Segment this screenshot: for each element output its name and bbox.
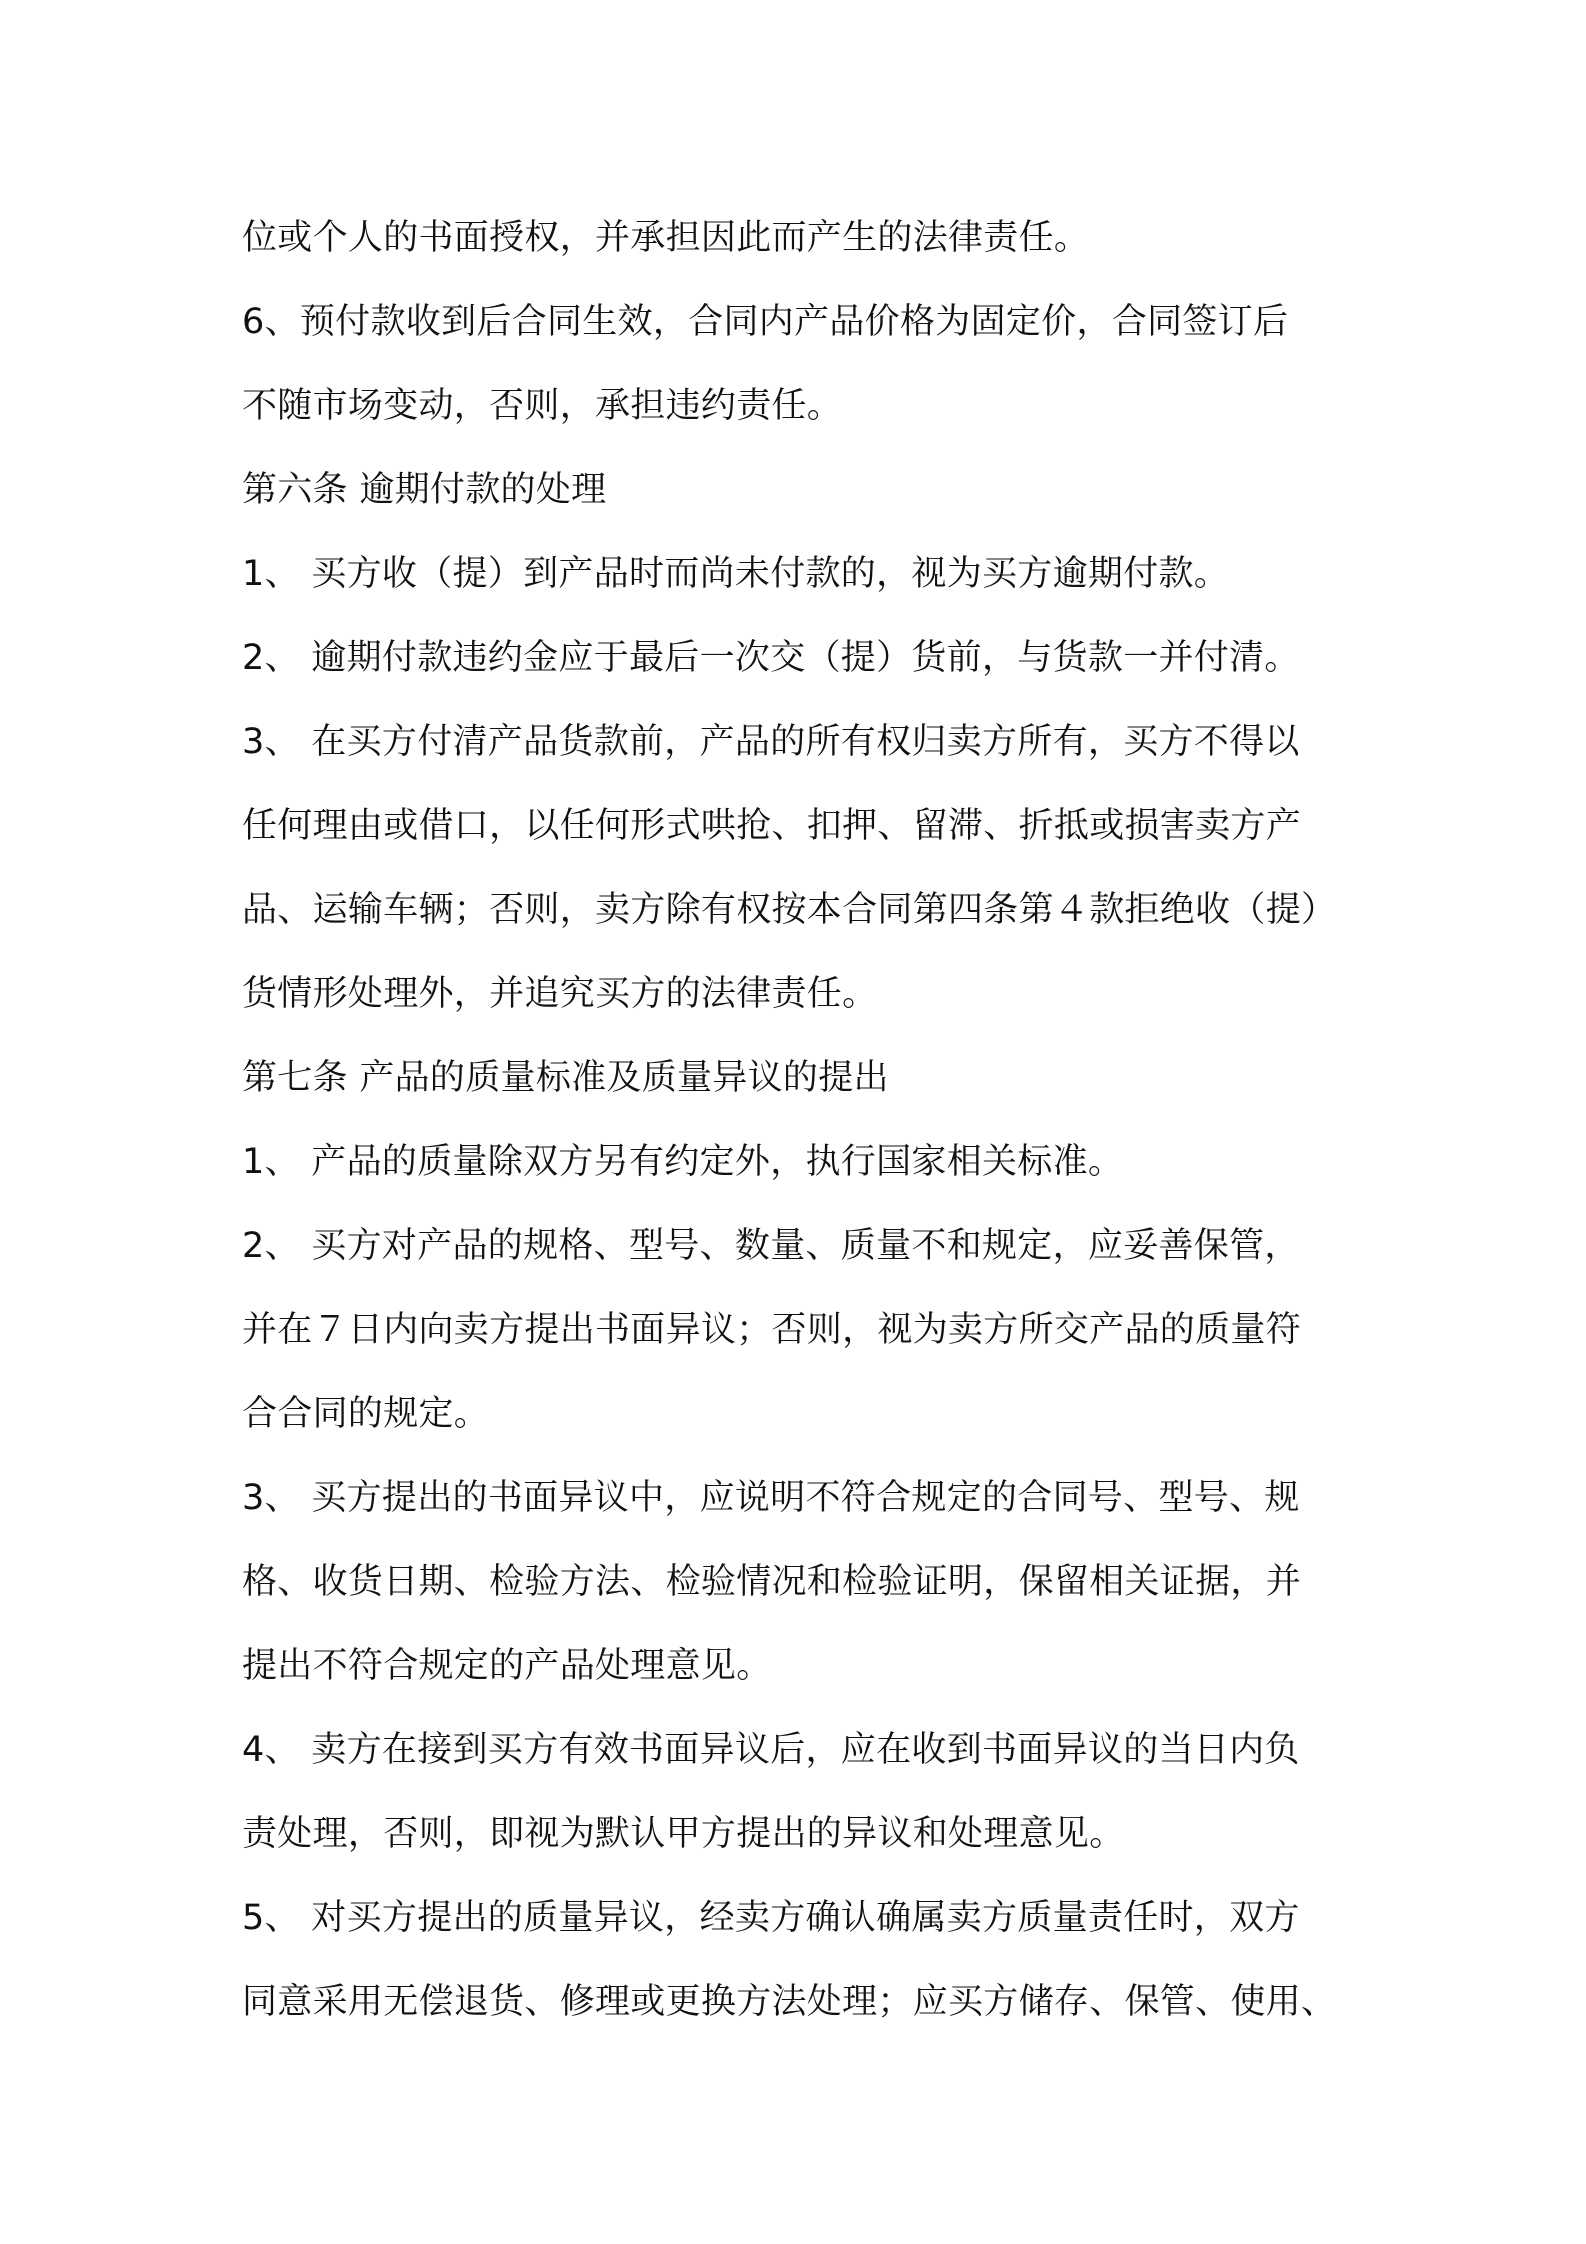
section-heading: 第七条 产品的质量标准及质量异议的提出 [242, 1058, 889, 1098]
text-line: 3、 在买方付清产品货款前，产品的所有权归卖方所有，买方不得以 [242, 722, 1300, 762]
text-line: 4、 卖方在接到买方有效书面异议后，应在收到书面异议的当日内负 [242, 1730, 1300, 1770]
text-line: 责处理，否则，即视为默认甲方提出的异议和处理意见。 [242, 1814, 1125, 1854]
text-line: 合合同的规定。 [242, 1394, 490, 1434]
text-line: 5、 对买方提出的质量异议，经卖方确认确属卖方质量责任时，双方 [242, 1898, 1300, 1938]
text-line: 2、 买方对产品的规格、型号、数量、质量不和规定，应妥善保管， [242, 1226, 1300, 1266]
section-heading: 第六条 逾期付款的处理 [242, 470, 607, 510]
text-line: 6、预付款收到后合同生效，合同内产品价格为固定价，合同签订后 [242, 302, 1289, 342]
text-line: 任何理由或借口，以任何形式哄抢、扣押、留滞、折抵或损害卖方产 [242, 806, 1302, 846]
text-line: 1、 产品的质量除双方另有约定外，执行国家相关标准。 [242, 1142, 1124, 1182]
text-line: 提出不符合规定的产品处理意见。 [242, 1646, 772, 1686]
text-line: 1、 买方收（提）到产品时而尚未付款的，视为买方逾期付款。 [242, 554, 1230, 594]
text-line: 位或个人的书面授权，并承担因此而产生的法律责任。 [242, 218, 1090, 258]
text-line: 3、 买方提出的书面异议中，应说明不符合规定的合同号、型号、规 [242, 1478, 1300, 1518]
text-line: 格、收货日期、检验方法、检验情况和检验证明，保留相关证据，并 [242, 1562, 1302, 1602]
contract-text [242, 196, 1362, 2044]
text-line: 货情形处理外，并追究买方的法律责任。 [242, 974, 878, 1014]
text-line: 不随市场变动，否则，承担违约责任。 [242, 386, 843, 426]
text-line: 并在７日内向卖方提出书面异议；否则，视为卖方所交产品的质量符 [242, 1310, 1302, 1350]
text-line: 品、运输车辆；否则，卖方除有权按本合同第四条第４款拒绝收（提） [242, 890, 1337, 930]
text-line: 2、 逾期付款违约金应于最后一次交（提）货前，与货款一并付清。 [242, 638, 1300, 678]
text-line: 同意采用无偿退货、修理或更换方法处理；应买方储存、保管、使用、 [242, 1982, 1337, 2022]
